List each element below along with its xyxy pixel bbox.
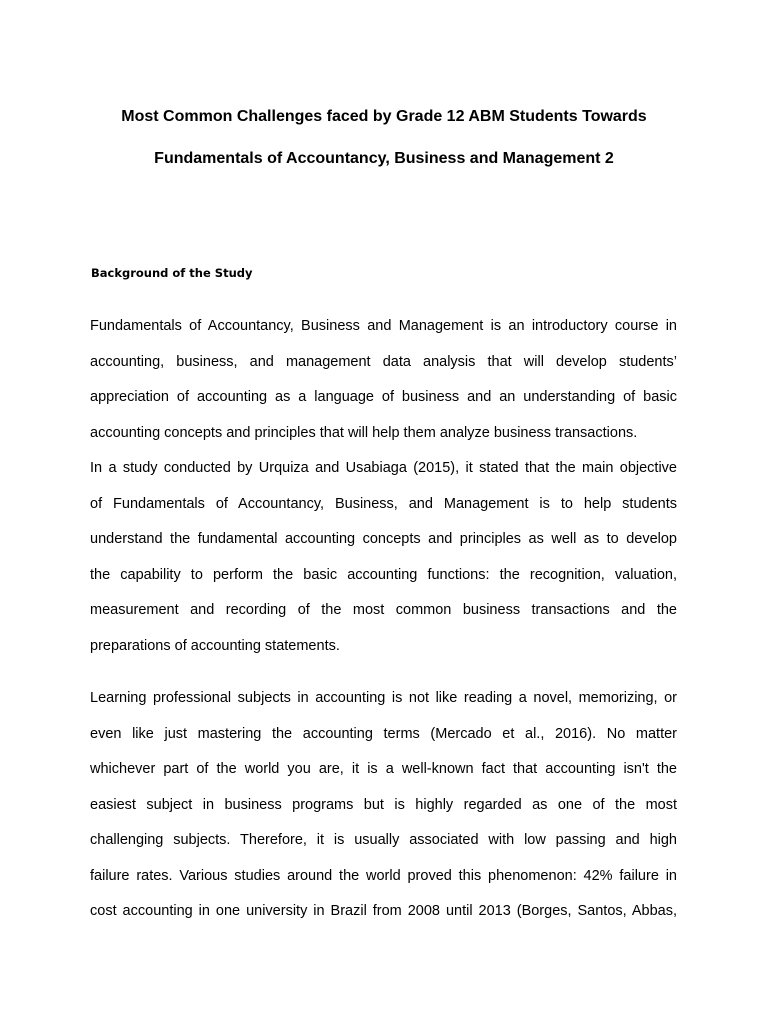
- paragraph-1-line: appreciation of accounting as a language of business and an understanding of basic: [90, 389, 677, 405]
- paragraph-2-line: challenging subjects. Therefore, it is usually associated with low passing and high: [90, 832, 677, 848]
- paragraph-2-line: failure rates. Various studies around the world proved this phenomenon: 42% failure in: [90, 867, 677, 884]
- paragraph-1-line: of Fundamentals of Accountancy, Business, and Management is to help students: [90, 495, 677, 512]
- paragraph-1-line: accounting concepts and principles that will help them analyze business transactions.: [90, 424, 638, 441]
- paragraph-1-line: accounting, business, and management data analysis that will develop students’: [90, 353, 677, 370]
- paragraph-1: [90, 309, 677, 664]
- paragraph-2-line: Learning professional subjects in accounting is not like reading a novel, memorizing, or: [90, 690, 677, 706]
- paragraph-2-line: cost accounting in one university in Brazil from 2008 until 2013 (Borges, Santos, Abbas,: [90, 903, 677, 919]
- section-heading: Background of the Study: [91, 266, 253, 280]
- paragraph-1-line: Fundamentals of Accountancy, Business and Management is an introductory course in: [90, 318, 677, 334]
- paragraph-1-line: understand the fundamental accounting concepts and principles as well as to develop: [90, 531, 677, 547]
- paragraph-1-line: In a study conducted by Urquiza and Usabiaga (2015), it stated that the main objective: [90, 460, 677, 476]
- paragraph-2: [90, 681, 677, 930]
- paragraph-1-line: preparations of accounting statements.: [90, 637, 340, 654]
- document-title-line-1: Most Common Challenges faced by Grade 12 ABM Students Towards: [121, 108, 647, 125]
- paragraph-1-line: the capability to perform the basic accounting functions: the recognition, valuation,: [90, 566, 677, 583]
- paragraph-2-line: whichever part of the world you are, it is a well-known fact that accounting isn't the: [90, 761, 677, 777]
- paragraph-2-line: even like just mastering the accounting terms (Mercado et al., 2016). No matter: [90, 725, 677, 742]
- paragraph-1-line: measurement and recording of the most common business transactions and the: [90, 602, 677, 618]
- document-title-line-2: Fundamentals of Accountancy, Business and Management 2: [154, 150, 614, 167]
- paragraph-2-line: easiest subject in business programs but is highly regarded as one of the most: [90, 796, 677, 813]
